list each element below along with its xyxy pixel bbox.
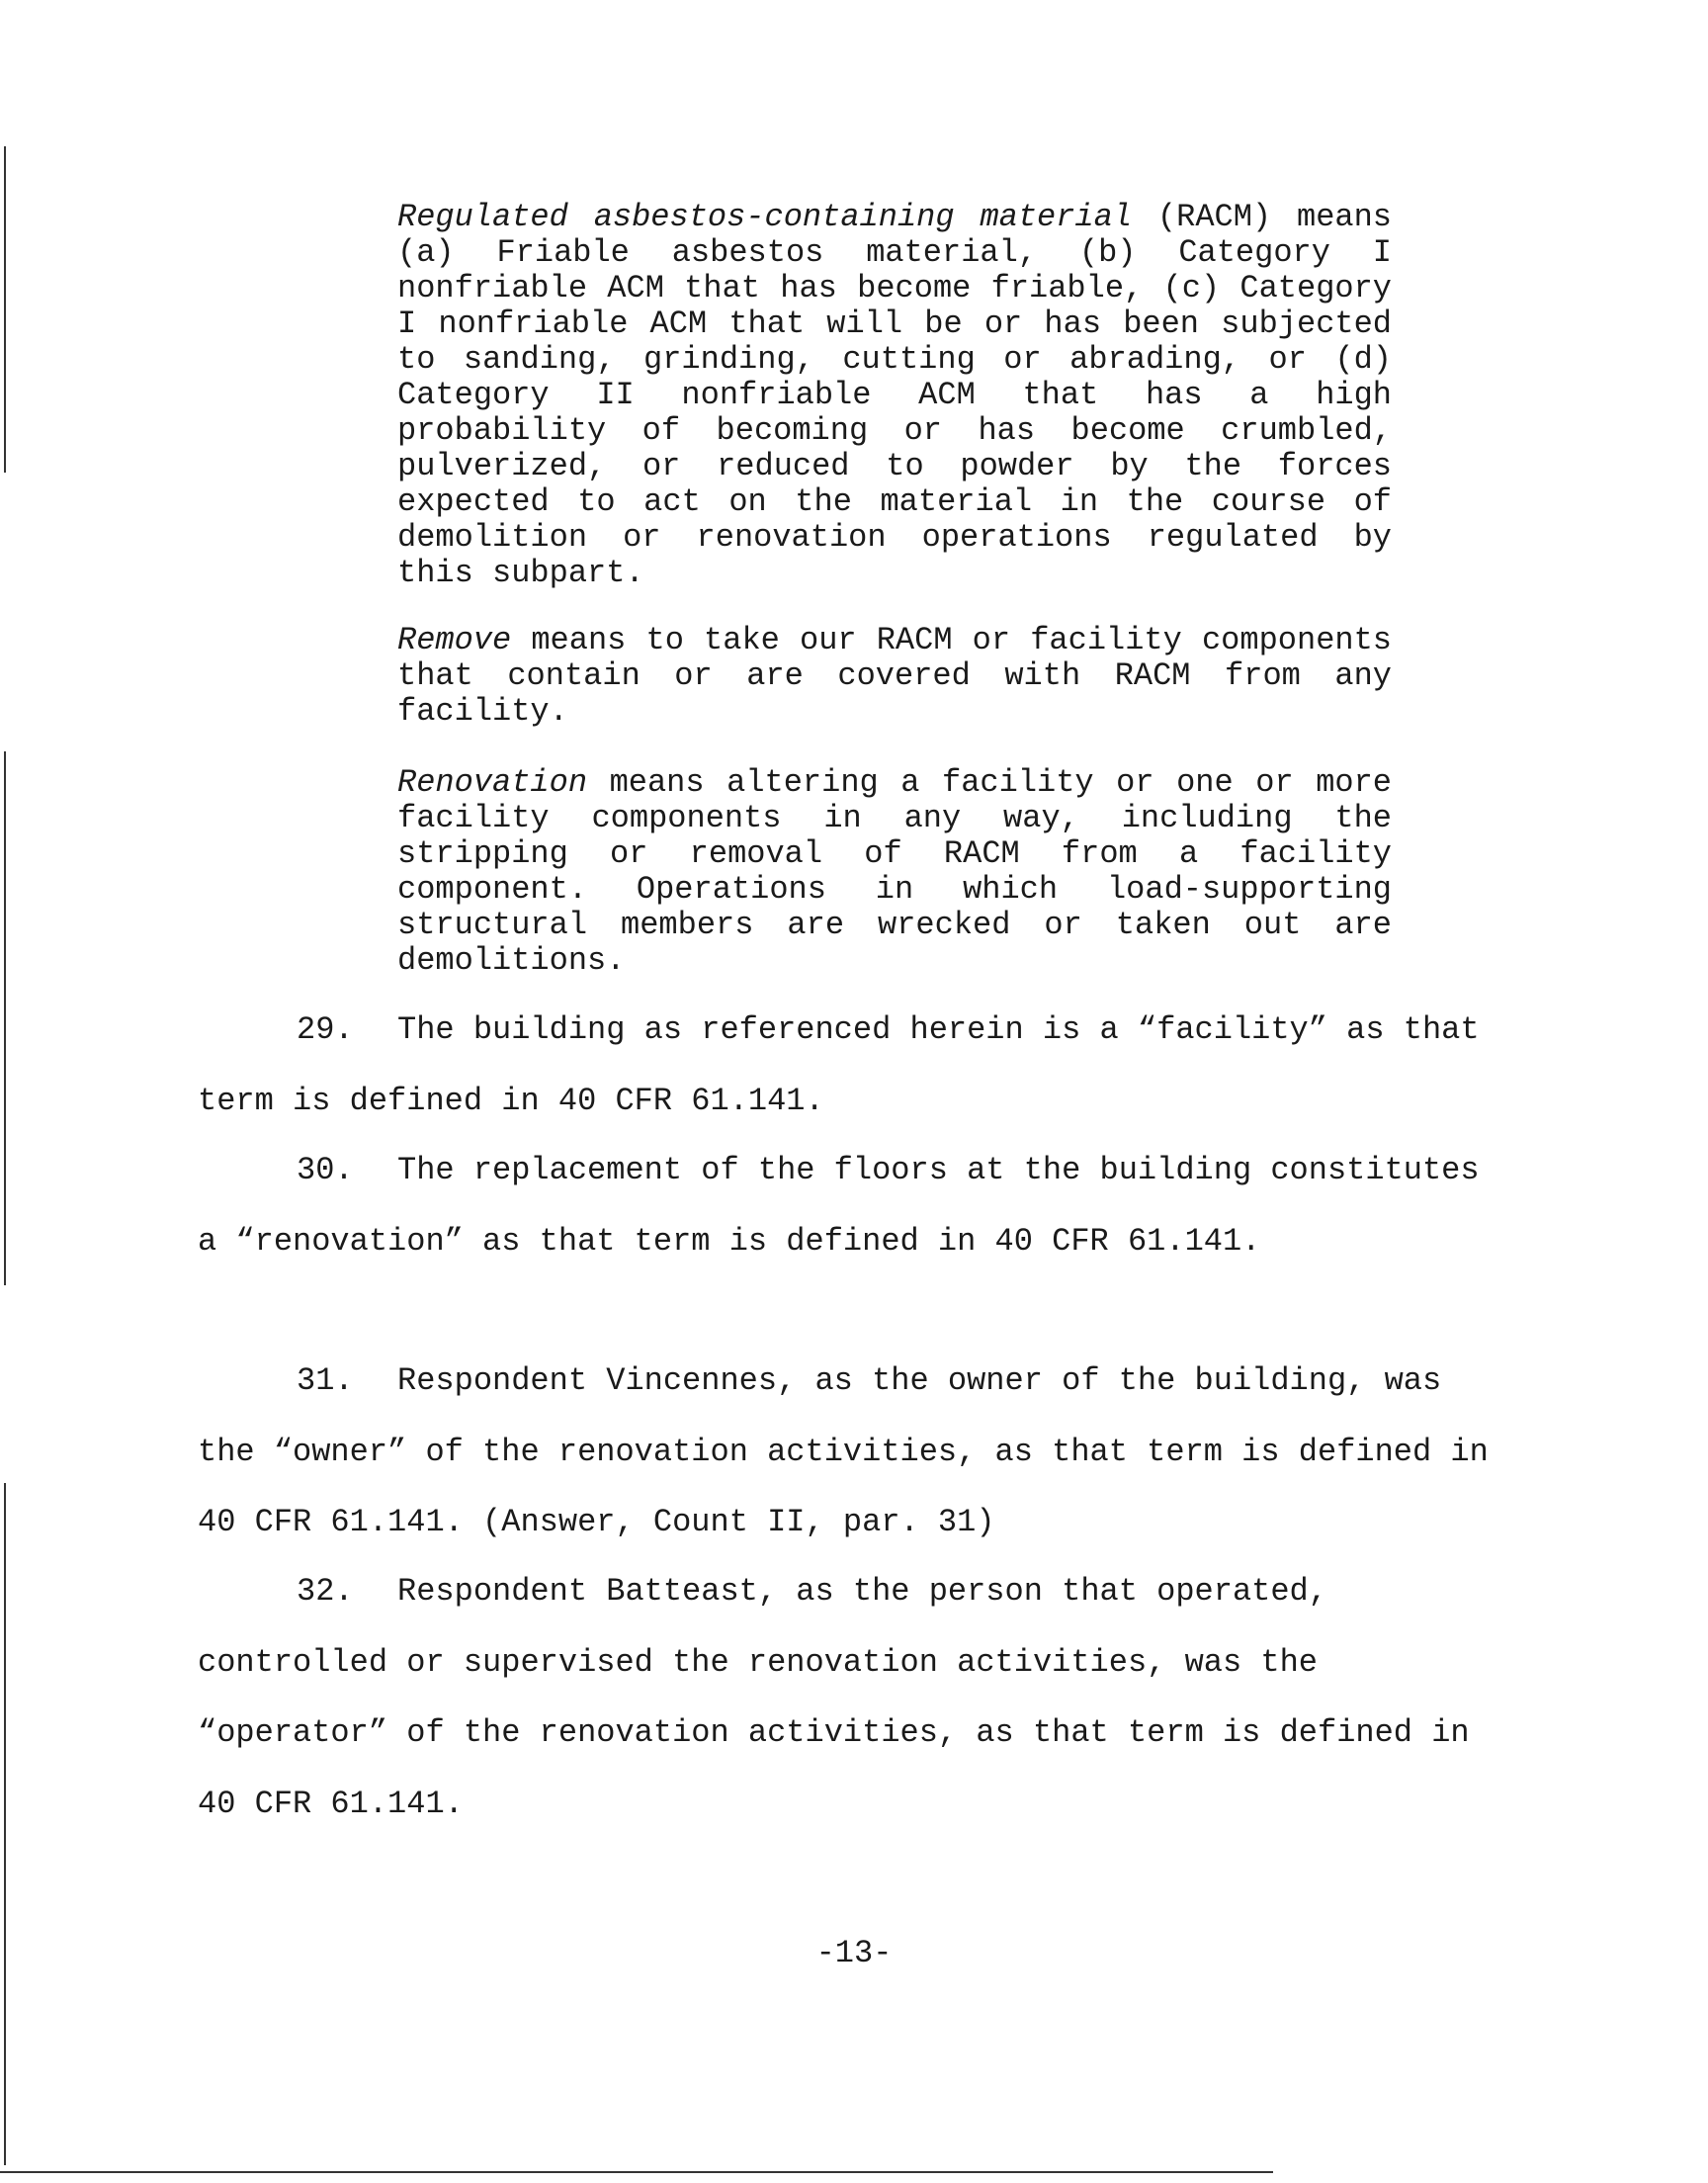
paragraph-30 [198, 1135, 1493, 1276]
page-number: -13- [815, 1935, 893, 1971]
paragraph-number: 32. [297, 1573, 354, 1610]
paragraph-31 [198, 1346, 1493, 1558]
paragraph-number: 29. [297, 1011, 354, 1048]
definition-text: means altering a facility or one or more facility components in any way, including the stripping or removal of RACM from a facility component. Operations in which load-supporting structural members are wrecked or taken out are demolitions. [397, 764, 1392, 979]
definition-renovation [397, 765, 1392, 979]
paragraph-number: 30. [297, 1152, 354, 1188]
definition-term: Remove [397, 622, 512, 658]
paragraph-text: Respondent Batteast, as the person that operated, controlled or supervised the renovation activities, was the “operator” of the renovation activities, as that term is defined in 40 CFR 61.141. [198, 1573, 1470, 1822]
definition-term: Renovation [397, 764, 588, 801]
paragraph-text: Respondent Vincennes, as the owner of the building, was the “owner” of the renovation activities, as that term is defined in 40 CFR 61.141. (Answer, Count II, par. 31) [198, 1362, 1489, 1540]
definition-text: means to take our RACM or facility components that contain or are covered with RACM from any facility. [397, 622, 1392, 730]
definition-remove [397, 623, 1392, 730]
definition-text: (RACM) means (a) Friable asbestos material, (b) Category I nonfriable ACM that has become friable, (c) Category I nonfriable ACM that will be or has been subjected to sanding, grinding, cutting or abrading, or (d) Category II nonfriable ACM that has a high probability of becoming or has become crumbled, pulverized, or reduced to powder by the forces expected to act on the material in the course of demolition or renovation operations regulated by this subpart. [397, 199, 1393, 591]
paragraph-text: The replacement of the floors at the building constitutes a “renovation” as that term is defined in 40 CFR 61.141. [198, 1152, 1480, 1260]
scan-edge-line [0, 2171, 1273, 2173]
paragraph-32 [198, 1556, 1493, 1839]
definition-term: Regulated asbestos-containing material [397, 199, 1133, 235]
scan-edge-line [4, 1483, 6, 2165]
scan-edge-line [4, 751, 6, 1285]
paragraph-number: 31. [297, 1362, 354, 1399]
paragraph-29 [198, 995, 1493, 1136]
definition-racm [397, 200, 1392, 591]
paragraph-text: The building as referenced herein is a “facility” as that term is defined in 40 CFR 61.141. [198, 1011, 1480, 1119]
scan-edge-line [4, 146, 6, 473]
